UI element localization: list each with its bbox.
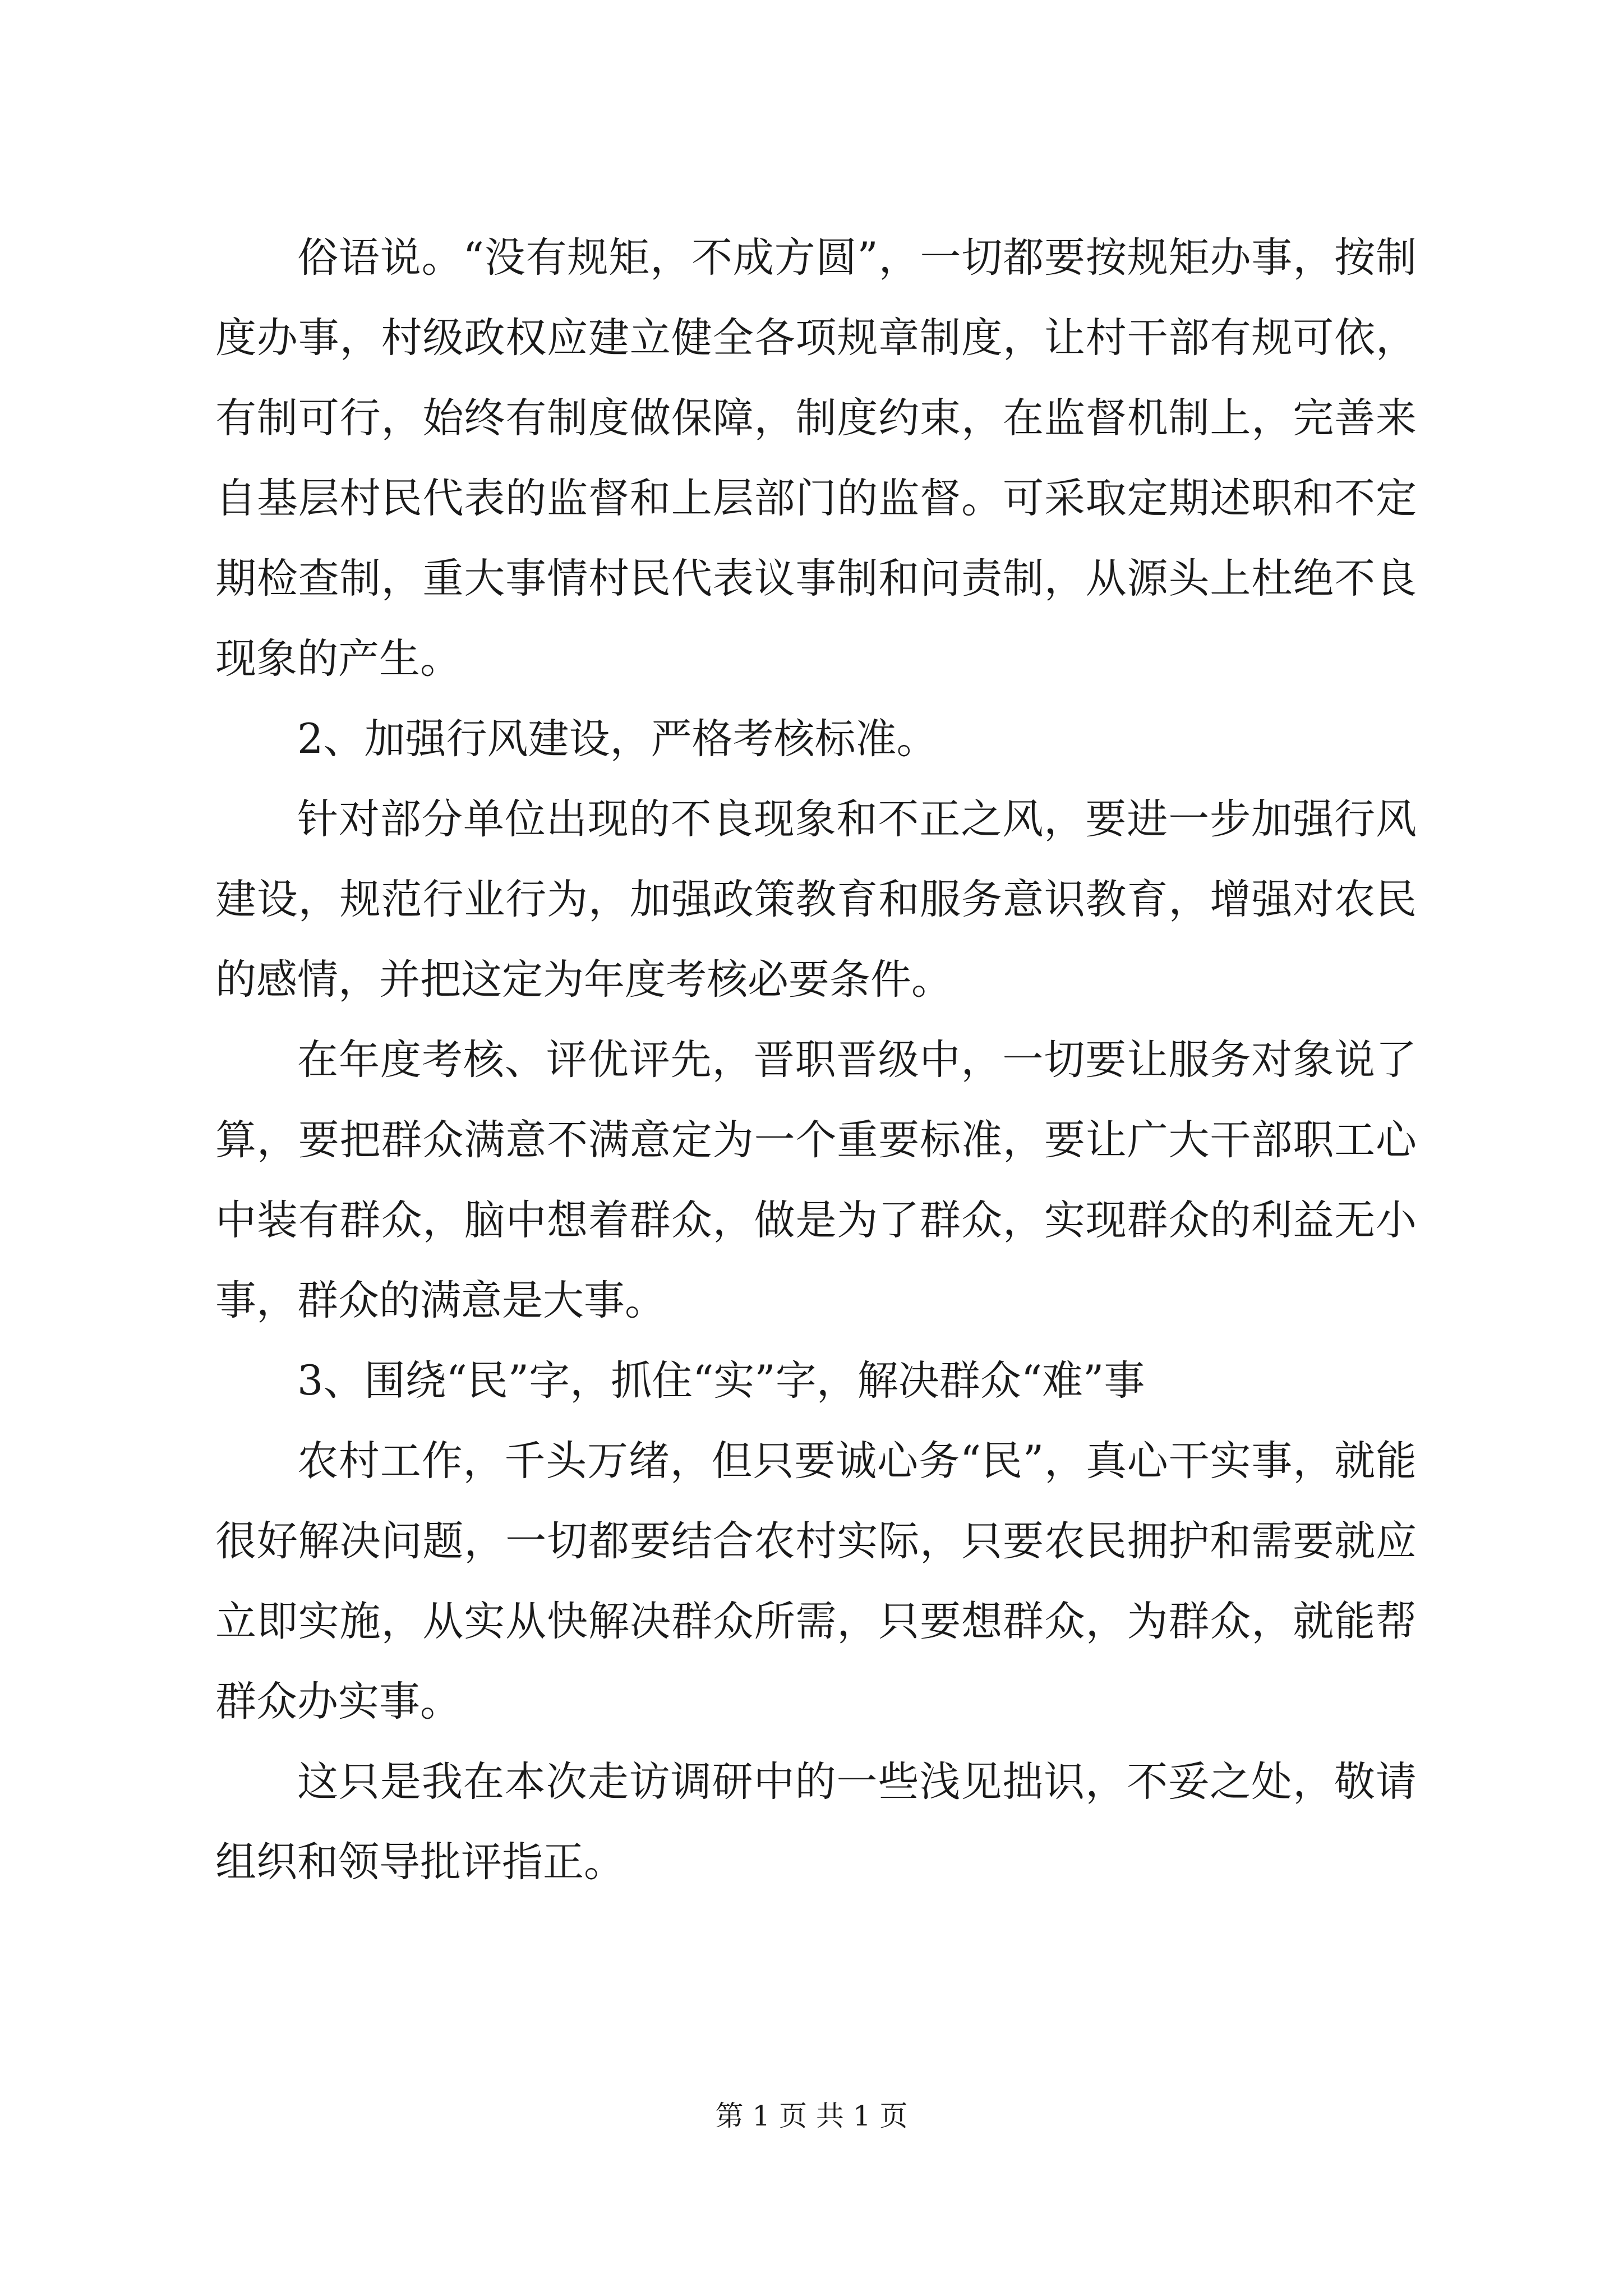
paragraph-4: 农村工作，千头万绪，但只要诚心务“民”，真心干实事，就能很好解决问题，一切都要结合农村实际，只要农民拥护和需要就应立即实施，从实从快解决群众所需，只要想群众，为群众，就能帮群众办实事。	[215, 1437, 1417, 1726]
paragraph-1: 俗语说。“没有规矩，不成方圆”，一切都要按规矩办事，按制度办事，村级政权应建立健全各项规章制度，让村干部有规可依，有制可行，始终有制度做保障，制度约束，在监督机制上，完善来自基层村民代表的监督和上层部门的监督。可采取定期述职和不定期检查制，重大事情村民代表议事制和问责制，从源头上杜绝不良现象的产生。	[215, 234, 1417, 683]
document-body	[215, 218, 1417, 1902]
paragraph-3: 在年度考核、评优评先，晋职晋级中，一切要让服务对象说了算，要把群众满意不满意定为一个重要标准，要让广大干部职工心中装有群众，脑中想着群众，做是为了群众，实现群众的利益无小事，群众的满意是大事。	[215, 1036, 1417, 1324]
paragraph-2: 针对部分单位出现的不良现象和不正之风，要进一步加强行风建设，规范行业行为，加强政策教育和服务意识教育，增强对农民的感情，并把这定为年度考核必要条件。	[215, 795, 1417, 1004]
section-heading-2: 2、加强行风建设，严格考核标准。	[297, 715, 938, 763]
page-footer: 第 1 页 共 1 页	[715, 2100, 908, 2132]
section-heading-3: 3、围绕“民”字，抓住“实”字，解决群众“难”事	[297, 1357, 1145, 1405]
closing-paragraph: 这只是我在本次走访调研中的一些浅见拙识，不妥之处，敬请组织和领导批评指正。	[215, 1758, 1417, 1886]
